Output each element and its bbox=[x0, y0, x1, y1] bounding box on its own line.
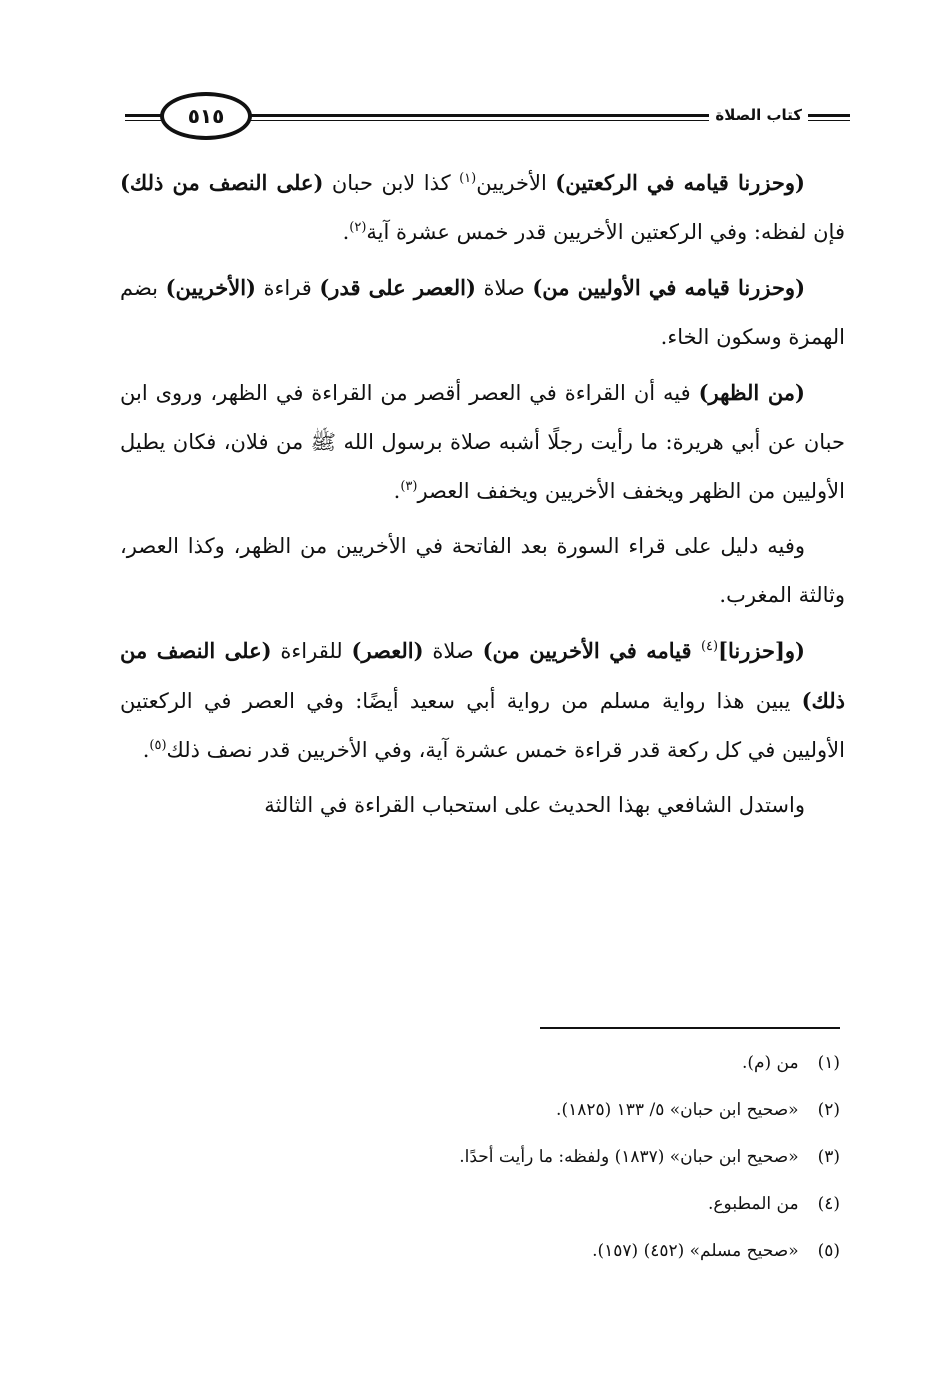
footnote-text: «صحيح ابن حبان» ٥/ ١٣٣ (١٨٢٥). bbox=[556, 1100, 799, 1120]
footnotes bbox=[300, 1040, 840, 1275]
paragraph bbox=[120, 522, 845, 620]
quoted-phrase: (وحزرنا قيامه في الأوليين من) bbox=[532, 275, 806, 300]
footnote-item bbox=[300, 1181, 840, 1228]
commentary-text: . bbox=[393, 479, 401, 503]
footnote-text: من (م). bbox=[741, 1053, 799, 1073]
footnote-item bbox=[300, 1040, 840, 1087]
footnote-number: (٢) bbox=[817, 1100, 840, 1120]
footnote-ref[interactable]: (١) bbox=[459, 171, 477, 186]
footnote-number: (٤) bbox=[817, 1194, 840, 1214]
footnote-ref[interactable]: (٤) bbox=[700, 639, 719, 654]
footnote-number: (١) bbox=[817, 1053, 840, 1073]
footnote-item bbox=[300, 1228, 840, 1275]
paragraph bbox=[120, 368, 845, 516]
paragraph bbox=[120, 158, 845, 257]
main-text bbox=[120, 158, 845, 836]
footnote-number: (٥) bbox=[817, 1241, 840, 1261]
footnote-item bbox=[300, 1134, 840, 1181]
commentary-text: صلاة bbox=[475, 276, 533, 300]
quoted-phrase: (وحزرنا قيامه في الركعتين) bbox=[555, 170, 805, 195]
paragraph bbox=[120, 781, 845, 830]
header-rule-left bbox=[125, 114, 165, 117]
commentary-text: . bbox=[142, 738, 150, 762]
quoted-phrase: (و[حزرنا] bbox=[718, 638, 805, 663]
page-number-badge bbox=[160, 92, 252, 140]
footnote-ref[interactable]: (٣) bbox=[400, 479, 418, 494]
commentary-text: فيه أن القراءة في العصر أقصر من القراءة في الظهر، وروى ابن حبان عن أبي هريرة: ما رأيت رجلًا أشبه صلاة برسول الله ﷺ من فلان، فكان يطيل الأوليين من الظهر ويخفف الأخريين ويخفف العصر bbox=[120, 381, 845, 503]
quoted-phrase: قيامه في الأخريين من) bbox=[482, 638, 701, 663]
page-number: ٥١٥ bbox=[187, 104, 225, 128]
commentary-text: وفيه دليل على قراء السورة بعد الفاتحة في الأخريين من الظهر، وكذا العصر، وثالثة المغرب. bbox=[120, 534, 845, 607]
footnote-text: من المطبوع. bbox=[708, 1194, 799, 1214]
footnote-item bbox=[300, 1087, 840, 1134]
footnote-number: (٣) bbox=[817, 1147, 840, 1167]
commentary-text: فإن لفظه: وفي الركعتين الأخريين قدر خمس عشرة آية bbox=[366, 220, 845, 244]
paragraph bbox=[120, 263, 845, 362]
quoted-phrase: (على النصف من ذلك) bbox=[120, 170, 324, 195]
running-title: كتاب الصلاة bbox=[709, 106, 808, 124]
commentary-text: للقراءة bbox=[271, 639, 352, 663]
commentary-text: قراءة bbox=[255, 276, 320, 300]
quoted-phrase: (من الظهر) bbox=[698, 380, 805, 405]
commentary-text: صلاة bbox=[423, 639, 483, 663]
commentary-text: كذا لابن حبان bbox=[323, 171, 460, 195]
footnote-separator bbox=[540, 1027, 840, 1029]
quoted-phrase: (العصر) bbox=[351, 638, 424, 663]
quoted-phrase: (على النصف من ذلك) bbox=[120, 638, 845, 713]
quoted-phrase: (العصر على قدر) bbox=[319, 275, 476, 300]
footnote-text: «صحيح مسلم» (٤٥٢) (١٥٧). bbox=[592, 1241, 799, 1261]
footnote-ref[interactable]: (٢) bbox=[349, 220, 367, 235]
footnote-text: «صحيح ابن حبان» (١٨٣٧) ولفظه: ما رأيت أحدًا. bbox=[459, 1147, 799, 1167]
commentary-text: بضم الهمزة وسكون الخاء. bbox=[120, 276, 845, 349]
commentary-text: الأخريين bbox=[476, 171, 556, 195]
commentary-text: واستدل الشافعي بهذا الحديث على استحباب القراءة في الثالثة bbox=[264, 793, 805, 817]
commentary-text: . bbox=[342, 220, 350, 244]
quoted-phrase: (الأخريين) bbox=[165, 275, 256, 300]
footnote-ref[interactable]: (٥) bbox=[149, 738, 167, 753]
header-rule-left-thin bbox=[125, 120, 165, 121]
page-header bbox=[125, 92, 850, 144]
paragraph bbox=[120, 626, 845, 775]
commentary-text: يبين هذا رواية مسلم من رواية أبي سعيد أيضًا: وفي العصر في الركعتين الأوليين في كل ركعة قدر قراءة خمس عشرة آية، وفي الأخريين قدر نصف ذلك bbox=[120, 689, 845, 762]
